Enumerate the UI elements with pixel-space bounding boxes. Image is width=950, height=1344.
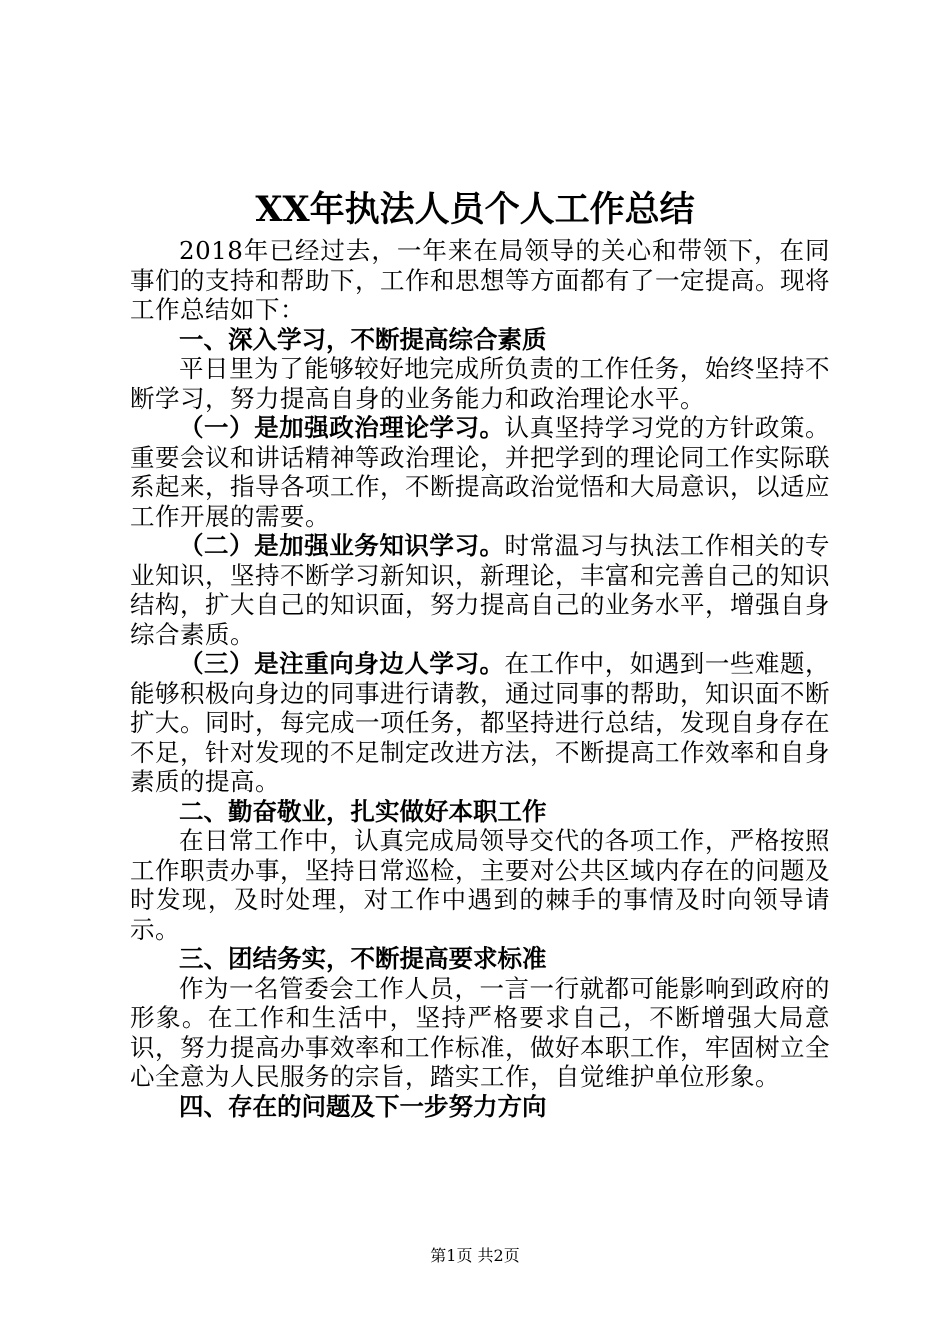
section-4-heading: 四、存在的问题及下一步努力方向 bbox=[179, 1091, 547, 1121]
document-title: XX年执法人员个人工作总结 bbox=[255, 189, 695, 230]
page-footer: 第1页 共2页 bbox=[430, 1246, 520, 1265]
item-1-lead: （一）是加强政治理论学习。 bbox=[179, 413, 505, 442]
item-1-text: 认真坚持学习党的方针政策。重要会议和讲话精神等政治理论，并把学到的理论同工作实际联系起来，指导各项工作，不断提高政治觉悟和大局意识，以适应工作开展的需要。 bbox=[130, 413, 831, 531]
item-2-text: 时常温习与执法工作相关的专业知识，坚持不断学习新知识，新理论，丰富和完善自己的知识结构，扩大自己的知识面，努力提高自己的业务水平，增强自身综合素质。 bbox=[130, 531, 831, 649]
document-body bbox=[130, 236, 830, 1121]
section-2-paragraph: 在日常工作中，认真完成局领导交代的各项工作，严格按照工作职责办事，坚持日常巡检，主要对公共区域内存在的问题及时发现，及时处理，对工作中遇到的棘手的事情及时向领导请示。 bbox=[130, 826, 830, 944]
item-3-lead: （三）是注重向身边人学习。 bbox=[179, 649, 505, 678]
section-1-item-2 bbox=[130, 531, 830, 649]
section-1-item-1 bbox=[130, 413, 830, 531]
section-1-item-3 bbox=[130, 649, 830, 797]
section-1-heading: 一、深入学习，不断提高综合素质 bbox=[179, 324, 547, 354]
intro-paragraph: 2018年已经过去，一年来在局领导的关心和带领下，在同事们的支持和帮助下，工作和思想等方面都有了一定提高。现将工作总结如下： bbox=[130, 236, 830, 324]
item-2-lead: （二）是加强业务知识学习。 bbox=[179, 531, 505, 560]
section-3-heading: 三、团结务实，不断提高要求标准 bbox=[179, 944, 547, 973]
section-2-heading: 二、勤奋敬业，扎实做好本职工作 bbox=[179, 796, 547, 826]
item-3-text: 在工作中，如遇到一些难题，能够积极向身边的同事进行请教，通过同事的帮助，知识面不断扩大。同时，每完成一项任务，都坚持进行总结，发现自身存在不足，针对发现的不足制定改进方法，不断提高工作效率和自身素质的提高。 bbox=[130, 649, 831, 796]
section-3-paragraph: 作为一名管委会工作人员，一言一行就都可能影响到政府的形象。在工作和生活中，坚持严格要求自己，不断增强大局意识，努力提高办事效率和工作标准，做好本职工作，牢固树立全心全意为人民服务的宗旨，踏实工作，自觉维护单位形象。 bbox=[130, 973, 830, 1091]
section-1-paragraph: 平日里为了能够较好地完成所负责的工作任务，始终坚持不断学习，努力提高自身的业务能力和政治理论水平。 bbox=[130, 354, 830, 413]
